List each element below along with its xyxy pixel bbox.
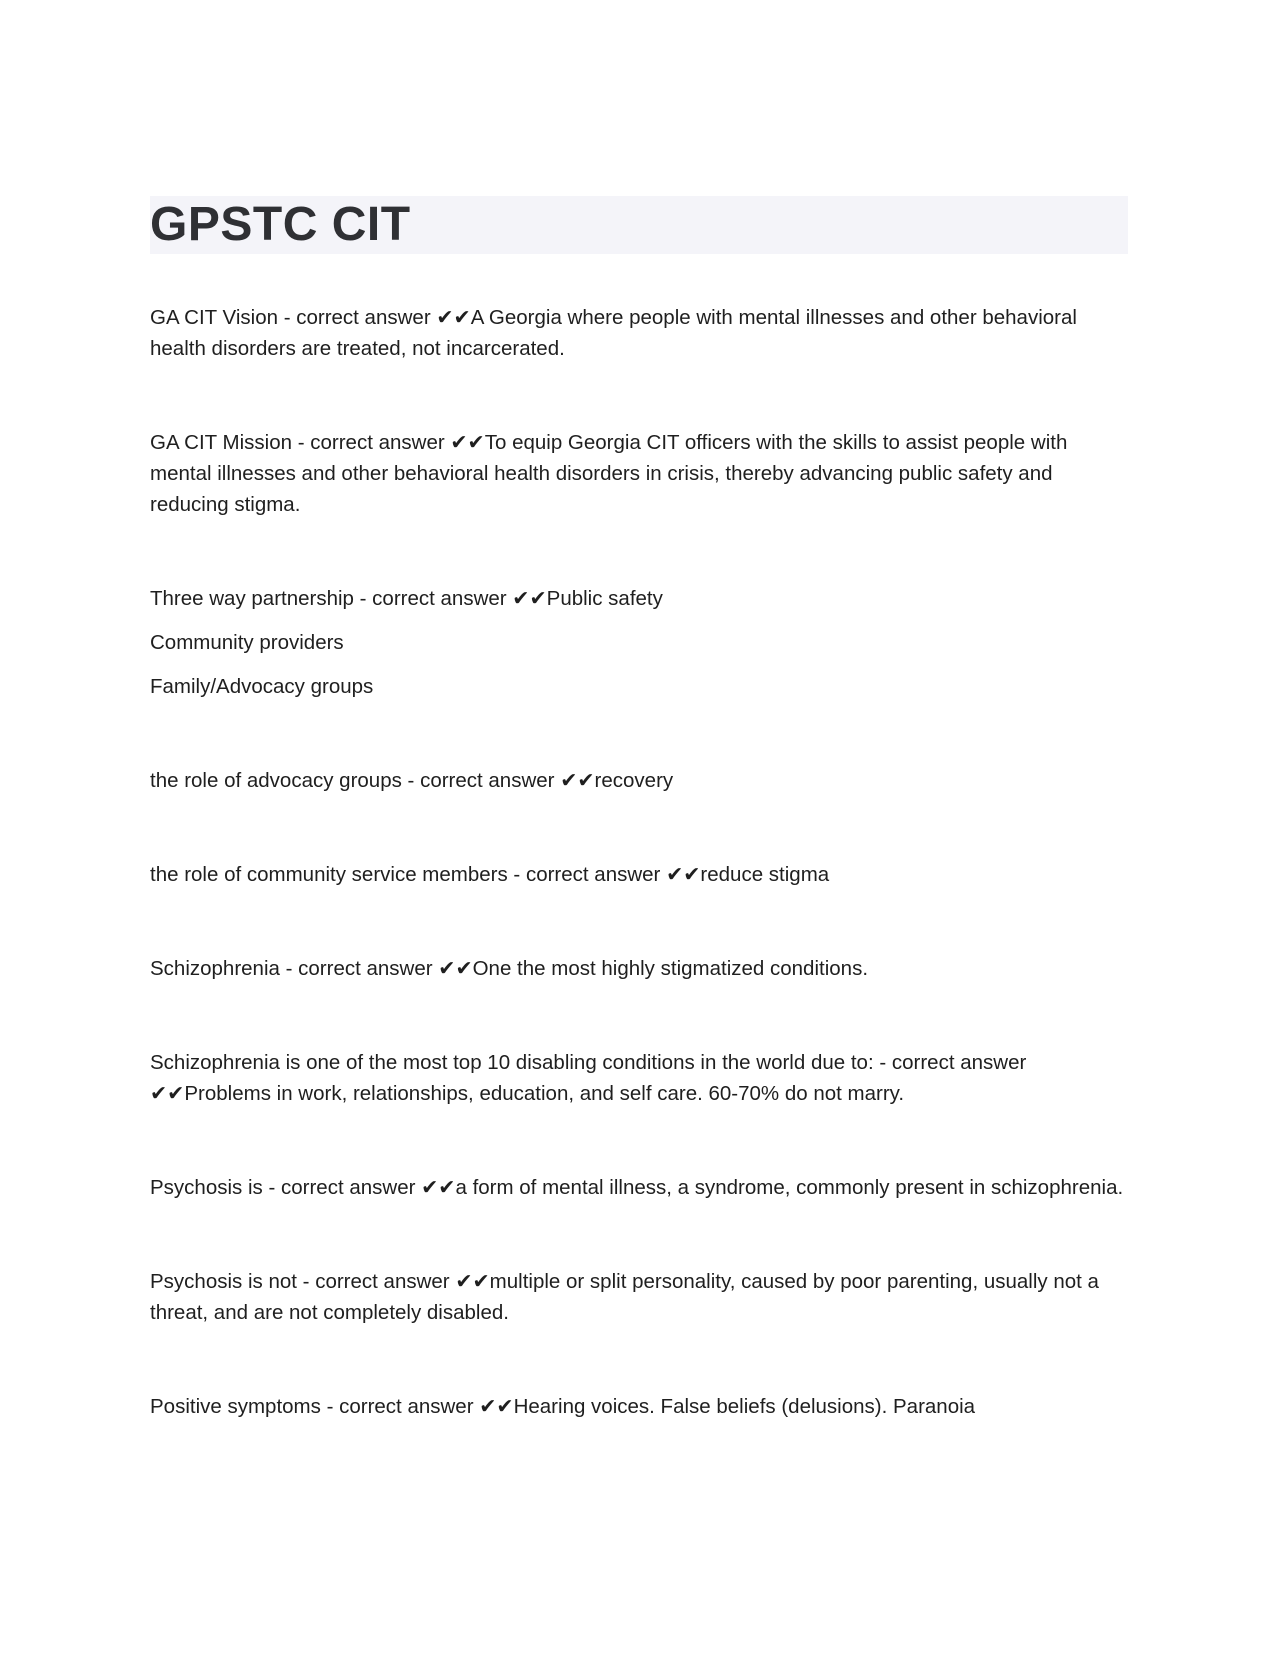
entry-three-way-partnership — [150, 583, 1128, 702]
entry-ga-cit-vision: GA CIT Vision - correct answer ✔✔A Georgia where people with mental illnesses and other behavioral health disorders are treated, not incarcerated. — [150, 306, 1077, 360]
entry-three-way-partnership-item: Community providers — [150, 631, 344, 654]
flashcard-list — [150, 302, 1128, 1422]
entry-schizophrenia-disabling: Schizophrenia is one of the most top 10 disabling conditions in the world due to: - correct answer ✔✔Problems in work, relationships, education, and self care. 60-70% do not marry. — [150, 1051, 1027, 1105]
page-title: GPSTC CIT — [150, 198, 411, 251]
entry-three-way-partnership-item: Family/Advocacy groups — [150, 675, 374, 698]
entry-schizophrenia: Schizophrenia - correct answer ✔✔One the most highly stigmatized conditions. — [150, 957, 869, 980]
entry-positive-symptoms: Positive symptoms - correct answer ✔✔Hearing voices. False beliefs (delusions). Paranoia — [150, 1395, 976, 1418]
entry-psychosis-is: Psychosis is - correct answer ✔✔a form of mental illness, a syndrome, commonly present in schizophrenia. — [150, 1176, 1124, 1199]
entry-three-way-partnership-text: Three way partnership - correct answer ✔✔Public safety — [150, 587, 663, 610]
entry-role-advocacy-groups: the role of advocacy groups - correct answer ✔✔recovery — [150, 769, 674, 792]
document-page — [150, 196, 1128, 1422]
entry-psychosis-is-not: Psychosis is not - correct answer ✔✔multiple or split personality, caused by poor parenting, usually not a threat, and are not completely disabled. — [150, 1270, 1099, 1324]
title-banner — [150, 196, 1128, 254]
entry-role-community-service: the role of community service members - correct answer ✔✔reduce stigma — [150, 863, 830, 886]
entry-ga-cit-mission: GA CIT Mission - correct answer ✔✔To equip Georgia CIT officers with the skills to assist people with mental illnesses and other behavioral health disorders in crisis, thereby advancing public safety and reducing stigma. — [150, 431, 1068, 516]
